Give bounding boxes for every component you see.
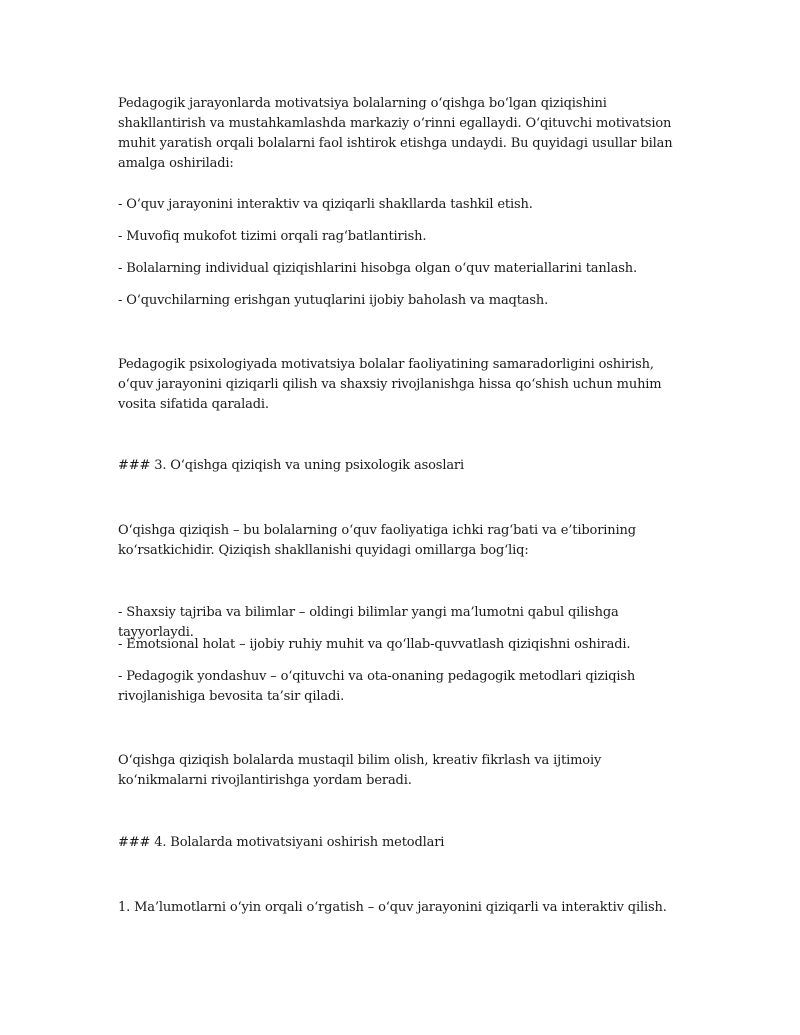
- section-heading-4: ### 4. Bolalarda motivatsiyani oshirish metodlari: [118, 835, 445, 850]
- list-item: - Shaxsiy tajriba va bilimlar – oldingi bilimlar yangi ma’lumotni qabul qilishga tayyorlaydi.: [118, 605, 619, 640]
- list-item: - Bolalarning individual qiziqishlarini hisobga olgan o‘quv materiallarini tanlash.: [118, 261, 637, 276]
- list-item: - O‘quv jarayonini interaktiv va qiziqarli shakllarda tashkil etish.: [118, 197, 533, 212]
- list-item: - Muvofiq mukofot tizimi orqali rag‘batlantirish.: [118, 229, 427, 244]
- numbered-list-item: 1. Ma’lumotlarni o‘yin orqali o‘rgatish – o‘quv jarayonini qiziqarli va interaktiv qilish.: [118, 900, 667, 915]
- body-paragraph: Pedagogik psixologiyada motivatsiya bolalar faoliyatining samaradorligini oshirish, o‘quv jarayonini qiziqarli qilish va shaxsiy rivojlanishga hissa qo‘shish uchun muhim vosita sifatida qaraladi.: [118, 357, 662, 412]
- section-heading-3: ### 3. O‘qishga qiziqish va uning psixologik asoslari: [118, 458, 464, 473]
- list-item: - Pedagogik yondashuv – o‘qituvchi va ota-onaning pedagogik metodlari qiziqish rivojlanishiga bevosita ta’sir qiladi.: [118, 669, 636, 704]
- body-paragraph: O‘qishga qiziqish – bu bolalarning o‘quv faoliyatiga ichki rag‘bati va e’tiborining ko‘rsatkichidir. Qiziqish shakllanishi quyidagi omillarga bog‘liq:: [118, 523, 636, 558]
- intro-paragraph: Pedagogik jarayonlarda motivatsiya bolalarning o‘qishga bo‘lgan qiziqishini shakllantirish va mustahkamlashda markaziy o‘rinni egallaydi. O‘qituvchi motivatsion muhit yaratish orqali bolalarni faol ishtirok etishga undaydi. Bu quyidagi usullar bilan amalga oshiriladi:: [118, 96, 673, 171]
- list-item: - O‘quvchilarning erishgan yutuqlarini ijobiy baholash va maqtash.: [118, 293, 549, 308]
- list-item: - Emotsional holat – ijobiy ruhiy muhit va qo‘llab-quvvatlash qiziqishni oshiradi.: [118, 637, 631, 652]
- body-paragraph: O‘qishga qiziqish bolalarda mustaqil bilim olish, kreativ fikrlash va ijtimoiy ko‘nikmalarni rivojlantirishga yordam beradi.: [118, 753, 602, 788]
